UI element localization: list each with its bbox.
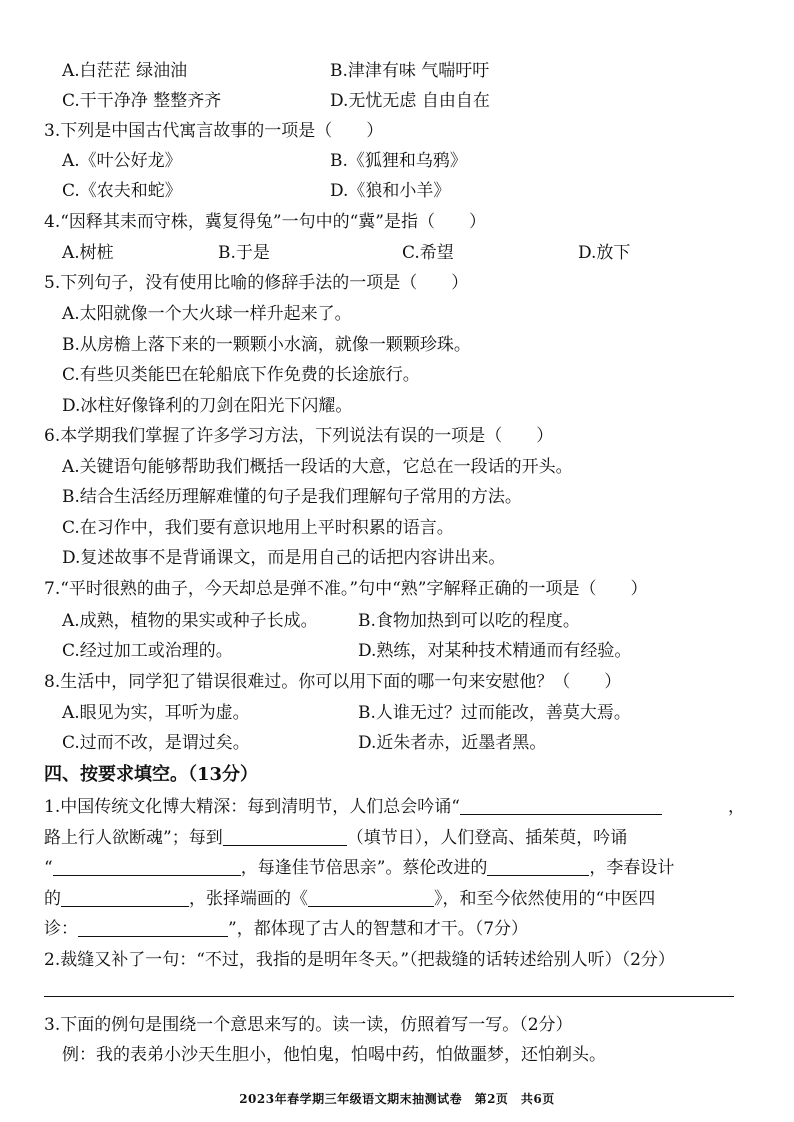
q8-option-c: C.过而不改，是谓过矣。 xyxy=(62,733,250,753)
q6-option-b: B.结合生活经历理解难懂的句子是我们理解句子常用的方法。 xyxy=(62,487,522,507)
fill1-line2 xyxy=(0,823,794,853)
q7-option-d: D.熟练，对某种技术精通而有经验。 xyxy=(358,641,632,661)
q3-option-b: B.《狐狸和乌鸦》 xyxy=(330,151,467,171)
q6-option-d: D.复述故事不是背诵课文，而是用自己的话把内容讲出来。 xyxy=(62,548,506,568)
q2-option-d: D.无忧无虑 自由自在 xyxy=(330,91,490,111)
q3-stem: 3.下列是中国古代寓言故事的一项是（ ） xyxy=(44,121,384,141)
q6-option-b-line xyxy=(0,482,794,512)
page-footer: 2023年春学期三年级语文期末抽测试卷 第2页 共6页 xyxy=(239,1092,555,1106)
q8-option-a: A.眼见为实，耳听为虚。 xyxy=(62,703,250,723)
fill1-text2: 路上行人欲断魂”；每到 （填节日），人们登高、插茱萸，吟诵 xyxy=(44,823,627,853)
q3-option-d: D.《狼和小羊》 xyxy=(330,181,451,201)
fill2-answer-line[interactable] xyxy=(44,996,734,997)
section4-heading-line xyxy=(0,760,794,790)
q5-option-b-line xyxy=(0,330,794,360)
q5-option-d-line xyxy=(0,391,794,421)
q5-stem-line xyxy=(0,268,794,298)
q7-option-a: A.成熟，植物的果实或种子长成。 xyxy=(62,611,318,631)
fill3-example-line xyxy=(0,1040,794,1070)
blank-four-diagnoses[interactable] xyxy=(78,916,228,937)
q6-option-c: C.在习作中，我们要有意识地用上平时积累的语言。 xyxy=(62,518,454,538)
q3-stem-line xyxy=(0,116,794,146)
q5-option-b: B.从房檐上落下来的一颗颗小水滴，就像一颗颗珍珠。 xyxy=(62,335,471,355)
q2-option-c: C.干干净净 整整齐齐 xyxy=(62,91,222,111)
q8-options-row1 xyxy=(0,698,794,728)
fill1-text5: 诊： ”，都体现了古人的智慧和才干。（7分） xyxy=(44,914,528,944)
q4-option-b: B.于是 xyxy=(218,243,270,263)
blank-qingming-poem[interactable] xyxy=(460,794,662,815)
q3-option-c: C.《农夫和蛇》 xyxy=(62,181,182,201)
q5-option-a: A.太阳就像一个大火球一样升起来了。 xyxy=(62,304,352,324)
fill3-line xyxy=(0,1010,794,1040)
fill1-line4 xyxy=(0,884,794,914)
q7-options-row1 xyxy=(0,606,794,636)
q6-option-c-line xyxy=(0,513,794,543)
fill1-text1: 1.中国传统文化博大精深：每到清明节，人们总会吟诵“ xyxy=(44,792,662,822)
fill1-line5 xyxy=(0,914,794,944)
q2-options-row1 xyxy=(0,56,794,86)
q5-stem: 5.下列句子，没有使用比喻的修辞手法的一项是（ ） xyxy=(44,273,469,293)
fill2-text: 2.裁缝又补了一句：“不过，我指的是明年冬天。”（把裁缝的话转述给别人听）（2分） xyxy=(44,950,675,970)
q3-option-a: A.《叶公好龙》 xyxy=(62,151,182,171)
fill2-line xyxy=(0,945,794,975)
blank-lichun-design[interactable] xyxy=(61,886,189,907)
q7-option-b: B.食物加热到可以吃的程度。 xyxy=(358,611,580,631)
q7-stem: 7.“平时很熟的曲子，今天却总是弹不准。”句中“熟”字解释正确的一项是（ ） xyxy=(44,579,648,599)
q5-option-d: D.冰柱好像锋利的刀剑在阳光下闪耀。 xyxy=(62,396,353,416)
fill1-line3 xyxy=(0,853,794,883)
q6-option-a-line xyxy=(0,452,794,482)
q3-options-row1 xyxy=(0,146,794,176)
q6-stem: 6.本学期我们掌握了许多学习方法，下列说法有误的一项是（ ） xyxy=(44,426,554,446)
q4-stem-line xyxy=(0,207,794,237)
q5-option-a-line xyxy=(0,299,794,329)
q4-options-row xyxy=(0,238,794,268)
q8-option-d: D.近朱者赤，近墨者黑。 xyxy=(358,733,547,753)
q4-stem: 4.“因释其耒而守株，冀复得兔”一句中的“冀”是指（ ） xyxy=(44,212,486,232)
q2-option-a: A.白茫茫 绿油油 xyxy=(62,61,188,81)
q6-option-a: A.关键语句能够帮助我们概括一段话的大意，它总在一段话的开头。 xyxy=(62,457,573,477)
q8-option-b: B.人谁无过？过而能改，善莫大焉。 xyxy=(358,703,631,723)
q8-stem-line xyxy=(0,667,794,697)
section4-title: 四、按要求填空。（13分） xyxy=(44,764,259,785)
q4-option-d: D.放下 xyxy=(578,243,631,263)
q4-option-a: A.树桩 xyxy=(62,243,114,263)
q7-options-row2 xyxy=(0,636,794,666)
blank-festival[interactable] xyxy=(223,825,347,846)
q7-option-c: C.经过加工或治理的。 xyxy=(62,641,233,661)
q2-options-row2 xyxy=(0,86,794,116)
q5-option-c: C.有些贝类能巴在轮船底下作免费的长途旅行。 xyxy=(62,365,420,385)
q5-option-c-line xyxy=(0,360,794,390)
blank-cailun-invention[interactable] xyxy=(487,855,589,876)
q6-stem-line xyxy=(0,421,794,451)
fill1-text3: “ ，每逢佳节倍思亲”。蔡伦改进的 ，李春设计 xyxy=(44,853,674,883)
q8-options-row2 xyxy=(0,728,794,758)
fill1-comma: ， xyxy=(728,797,745,817)
fill3-text: 3.下面的例句是围绕一个意思来写的。读一读，仿照着写一写。（2分） xyxy=(44,1015,573,1035)
q7-stem-line xyxy=(0,574,794,604)
q2-option-b: B.津津有味 气喘吁吁 xyxy=(330,61,490,81)
q3-options-row2 xyxy=(0,176,794,206)
fill3-example: 例：我的表弟小沙天生胆小，他怕鬼，怕喝中药，怕做噩梦，还怕剃头。 xyxy=(62,1045,606,1065)
fill1-line1 xyxy=(0,792,794,822)
blank-painting-name[interactable] xyxy=(308,886,434,907)
q6-option-d-line xyxy=(0,543,794,573)
fill1-text4: 的 ，张择端画的《 》，和至今依然使用的“中医四 xyxy=(44,884,655,914)
q8-stem: 8.生活中，同学犯了错误很难过。你可以用下面的哪一句来安慰他？（ ） xyxy=(44,672,622,692)
blank-chongyang-poem[interactable] xyxy=(53,855,241,876)
q4-option-c: C.希望 xyxy=(402,243,454,263)
